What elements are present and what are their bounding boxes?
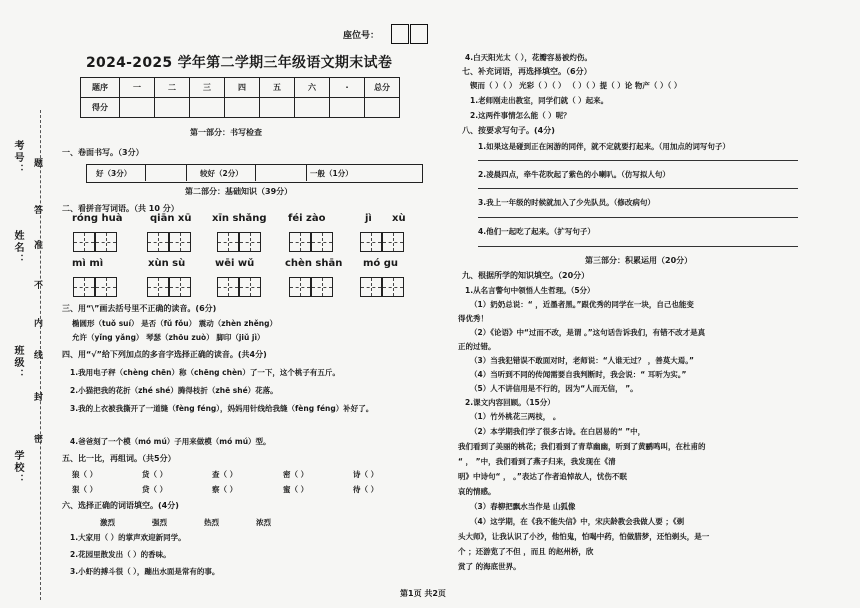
score-cell[interactable] (365, 98, 400, 118)
s8-item2: 2.凌晨四点，牵牛花吹起了紫色的小喇叭。（仿写拟人句） (478, 170, 670, 179)
rating-fair-box[interactable] (255, 165, 307, 181)
pinyin-label: chèn shān (285, 258, 343, 269)
s6-word: 激烈 (100, 518, 115, 527)
answer-line[interactable] (478, 217, 798, 218)
s9-item: 得优秀！ (458, 314, 488, 323)
writing-grid-cell[interactable] (289, 277, 311, 297)
score-cell[interactable] (330, 98, 365, 118)
rating-good: 好（3分） (96, 169, 132, 178)
s6-item1: 1.大家用（ ）的掌声欢迎新同学。 (70, 533, 186, 542)
s8-item4: 4.他们一起吃了起来。（扩写句子） (478, 227, 595, 236)
pinyin-label: xù (392, 213, 406, 224)
s5-item: 察（ ） (212, 485, 238, 494)
seal-mark: 准 (32, 240, 42, 249)
s5-item: 密（ ） (283, 470, 309, 479)
writing-grid-cell[interactable] (382, 232, 404, 252)
seal-mark: 答 (32, 205, 42, 214)
s9-item: （3）当我犯错误不敢面对时，老师说：“人谁无过？ ，善莫大焉。” (470, 356, 694, 365)
s5-item: 贷（ ） (142, 485, 168, 494)
s9-item: 明》中诗句“ ， 。”表达了作者追悼故人，忧伤不眠 (458, 472, 627, 481)
writing-grid-cell[interactable] (217, 232, 239, 252)
seal-mark: 题 (32, 158, 42, 167)
rating-good-box[interactable] (145, 165, 187, 181)
s9-sub1: 1.从名言警句中领悟人生哲理。（5分） (465, 286, 595, 295)
s3-line1: 椭圆形（tuǒ suí） 是否（fǔ fǒu） 震动（zhèn zhěng） (72, 319, 277, 328)
s9-item: “ ， ”中，我们看到了燕子归来，我发现在《清 (458, 457, 616, 466)
s7-item2: 2.这两件事情怎么能（ ）呢？ (470, 111, 571, 120)
s5-item: 狠（ ） (72, 485, 98, 494)
seal-mark: 不 (32, 280, 42, 289)
s6-word: 浓烈 (256, 518, 271, 527)
writing-grid-cell[interactable] (382, 277, 404, 297)
score-header-cell: · (330, 78, 365, 98)
name-label: 姓名： (12, 230, 23, 266)
score-header-cell: 总分 (365, 78, 400, 98)
s6-item3: 3.小虾的搏斗很（ ），蹦出水面是常有的事。 (70, 567, 220, 576)
s9-item: 赏了 的海底世界。 (458, 562, 521, 571)
seat-box-1[interactable] (391, 24, 409, 44)
score-value-row (81, 98, 400, 118)
s9-item: （1）奶奶总说：“ ，近墨者黑。”跟优秀的同学在一块，自己也能变 (470, 300, 694, 309)
pinyin-label: féi zào (288, 213, 326, 224)
score-row-label: 得分 (81, 98, 120, 118)
section6-heading: 六、选择正确的词语填空。(4分) (62, 501, 179, 510)
s4-item4: 4.爸爸刻了一个模（mó mú）子用来做模（mó mú）型。 (70, 437, 271, 446)
score-cell[interactable] (260, 98, 295, 118)
part3-heading: 第三部分：积累运用（20分） (585, 256, 693, 265)
pinyin-label: wēi wǔ (215, 258, 255, 269)
score-cell[interactable] (190, 98, 225, 118)
score-header-cell: 题序 (81, 78, 120, 98)
writing-grid-cell[interactable] (360, 277, 382, 297)
writing-grid-cell[interactable] (169, 232, 191, 252)
s9-item: （2）本学期我们学了很多古诗。在白居易的“ ”中， (470, 427, 646, 436)
score-header-cell: 六 (295, 78, 330, 98)
exam-number-label: 考号： (12, 140, 23, 176)
section5-heading: 五、比一比，再组词。（共5分） (62, 454, 176, 463)
writing-grid-cell[interactable] (73, 277, 95, 297)
writing-grid-cell[interactable] (73, 232, 95, 252)
pinyin-label: mó gu (363, 258, 399, 269)
class-label: 班级： (12, 345, 23, 381)
pinyin-label: mì mì (72, 258, 104, 269)
section4-heading: 四、用“√”给下列加点的多音字选择正确的读音。(共4分) (62, 350, 267, 359)
s9-item: 我们看到了美丽的桃花；我们看到了青草幽幽，听到了黄鹂鸣叫，在杜甫的 (458, 442, 706, 451)
s9-item: 哀的情感。 (458, 487, 496, 496)
score-header-cell: 一 (120, 78, 155, 98)
writing-grid-cell[interactable] (147, 277, 169, 297)
score-header-row (81, 78, 400, 98)
s3-line2: 允许（yǐng yǎng） 琴瑟（zhōu zuò） 脚印（jiǔ jì） (72, 333, 265, 342)
writing-grid-cell[interactable] (239, 232, 261, 252)
score-cell[interactable] (120, 98, 155, 118)
s9-item: （2）《论语》中“过而不改，是谓 。”这句话告诉我们，有错不改才是真 (470, 328, 706, 337)
school-label: 学校： (12, 450, 23, 486)
s8-item3: 3.我上一年级的时候就加入了少先队员。（修改病句） (478, 198, 655, 207)
s9-item: （1）竹外桃花三两枝， 。 (470, 412, 561, 421)
seat-label: 座位号： (343, 31, 380, 41)
s5-item: 诗（ ） (353, 470, 379, 479)
score-cell[interactable] (155, 98, 190, 118)
s9-item: 头大师》，让我认识了小沙，他怕鬼，怕喝中药，怕做腊梦，还怕剃头，是一 (458, 532, 710, 541)
writing-grid-cell[interactable] (289, 232, 311, 252)
page-footer: 第1页 共2页 (400, 589, 446, 598)
score-cell[interactable] (295, 98, 330, 118)
score-header-cell: 三 (190, 78, 225, 98)
s9-item: （4）当听到不同的传闻需要自我判断时，我会说：“ 耳听为实。” (470, 370, 687, 379)
seal-mark: 内 (32, 318, 42, 327)
pinyin-label: xīn shǎng (212, 213, 267, 224)
pinyin-label: qiān xū (150, 213, 192, 224)
writing-grid-cell[interactable] (239, 277, 261, 297)
seat-box-2[interactable] (410, 24, 428, 44)
writing-grid-cell[interactable] (147, 232, 169, 252)
section3-heading: 三、用“\”画去括号里不正确的读音。(6分) (62, 304, 217, 313)
seal-mark: 封 (32, 392, 42, 401)
s5-item: 狼（ ） (72, 470, 98, 479)
seal-mark: 密 (32, 434, 42, 443)
s4-item2: 2.小猫把我的花折（zhé shé）腾得枝折（zhē shé）花落。 (70, 386, 278, 395)
section8-heading: 八、按要求写句子。(4分) (462, 126, 555, 135)
section9-heading: 九、根据所学的知识填空。（20分） (462, 271, 590, 280)
score-cell[interactable] (225, 98, 260, 118)
s9-item: 个 ；还游览了不但 ，而且 的赵州桥，欣 (458, 547, 594, 556)
part1-heading: 第一部分：书写检查 (190, 128, 262, 137)
writing-grid-cell[interactable] (311, 277, 333, 297)
writing-grid-cell[interactable] (169, 277, 191, 297)
pinyin-label: jì (365, 213, 372, 224)
part2-heading: 第二部分：基础知识（39分） (185, 187, 293, 196)
s9-sub2: 2.课文内容回顾。（15分） (465, 398, 555, 407)
s8-item1: 1.如果这是碰到正在闲游的同伴，就不定就要打起来。（用加点的词写句子） (478, 142, 730, 151)
s7-item1: 1.老师刚走出教室，同学们就（ ）起来。 (470, 96, 609, 105)
s6-item4: 4.白天阳光太（ ），花瓣容易被灼伤。 (465, 53, 592, 62)
s9-item: （5）人不讲信用是不行的，因为“人而无信， ”。 (470, 384, 638, 393)
writing-grid-cell[interactable] (95, 232, 117, 252)
answer-line[interactable] (478, 246, 798, 247)
section7-heading: 七、补充词语，再选择填空。（6分） (462, 67, 592, 76)
exam-title: 2024-2025 学年第二学期三年级语文期末试卷 (86, 55, 393, 71)
s6-word: 热烈 (204, 518, 219, 527)
s9-item: （3）春柳把飘水当作是 山狐像 (470, 502, 576, 511)
s5-item: 待（ ） (353, 485, 379, 494)
pinyin-label: róng huà (72, 213, 123, 224)
s7-words: 锲而（ ）（ ） 光彩（ ）（ ） （ ）（ ）提（ ）论 物产（ ）（ ） (470, 81, 682, 90)
score-header-cell: 二 (155, 78, 190, 98)
s5-item: 查（ ） (212, 470, 238, 479)
writing-grid-cell[interactable] (360, 232, 382, 252)
answer-line[interactable] (478, 160, 798, 161)
score-header-cell: 四 (225, 78, 260, 98)
s6-word: 强烈 (152, 518, 167, 527)
section1-heading: 一、卷面书写。（3分） (62, 148, 144, 157)
s9-item: 正的过错。 (458, 342, 496, 351)
s5-item: 蜜（ ） (283, 485, 309, 494)
writing-grid-cell[interactable] (217, 277, 239, 297)
writing-grid-cell[interactable] (311, 232, 333, 252)
rating-fair: 较好（2分） (200, 169, 243, 178)
pinyin-label: xùn sù (148, 258, 186, 269)
s9-item: （4）这学期，在《我不能失信》中，宋庆龄教会我做人要 ；《剃 (470, 517, 685, 526)
writing-grid-cell[interactable] (95, 277, 117, 297)
seal-mark: 线 (32, 350, 42, 359)
s5-item: 货（ ） (142, 470, 168, 479)
score-header-cell: 五 (260, 78, 295, 98)
s4-item3: 3.我的上衣被我撕开了一道缝（fèng féng），妈妈用针线给我缝（fèng féng）补好了。 (70, 404, 374, 413)
s4-item1: 1.我用电子秤（chèng chēn）称（chēng chèn）了一下，这个桃子有五斤。 (70, 368, 340, 377)
rating-average: 一般（1分） (310, 169, 353, 178)
answer-line[interactable] (478, 188, 798, 189)
score-table (80, 77, 400, 118)
section2-heading: 二、看拼音写词语。（共 10 分） (62, 204, 179, 213)
s6-item2: 2.花园里散发出（ ）的香味。 (70, 550, 171, 559)
